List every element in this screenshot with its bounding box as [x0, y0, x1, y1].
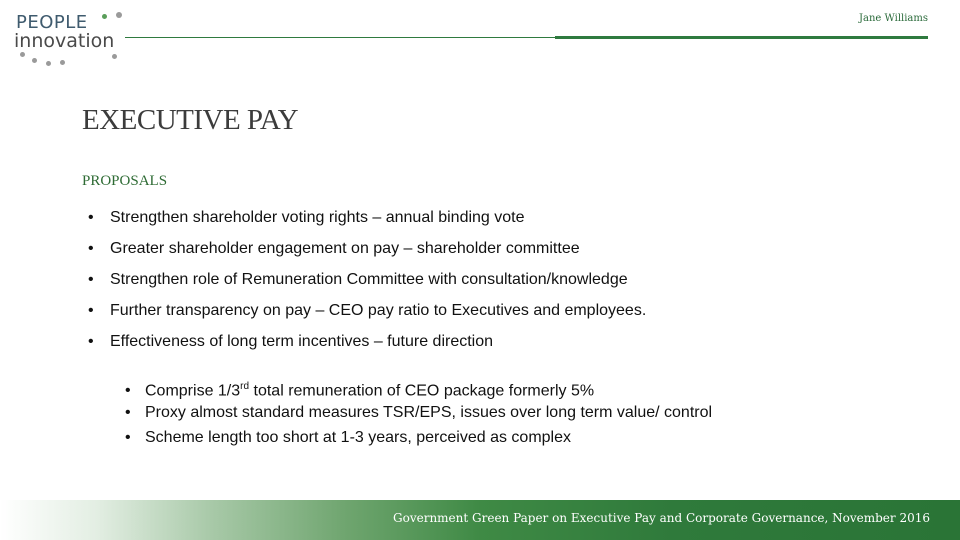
logo-dot — [112, 54, 117, 59]
sub-item-text: Comprise 1/3 — [145, 382, 241, 400]
people-innovation-logo — [12, 8, 132, 68]
logo-dot — [102, 14, 107, 19]
proposal-item: • Strengthen shareholder voting rights – annual binding vote — [88, 207, 646, 238]
sub-item: • Scheme length too short at 1-3 years, perceived as complex — [125, 427, 712, 453]
sub-item — [125, 376, 712, 402]
slide-subtitle: PROPOSALS — [82, 173, 168, 189]
proposal-item: • Strengthen role of Remuneration Committee with consultation/knowledge — [88, 269, 646, 300]
logo-line-2: innovation — [14, 30, 115, 52]
logo-dot — [20, 52, 25, 57]
logo-dot — [46, 61, 51, 66]
proposal-item: • Further transparency on pay – CEO pay ratio to Executives and employees. — [88, 300, 646, 331]
header-rule-thick — [555, 36, 928, 39]
proposal-list — [88, 207, 646, 362]
logo-dot — [32, 58, 37, 63]
proposal-item: • Effectiveness of long term incentives – future direction — [88, 331, 646, 362]
proposal-item: • Greater shareholder engagement on pay – shareholder committee — [88, 238, 646, 269]
logo-dot — [116, 12, 122, 18]
sub-item: • Proxy almost standard measures TSR/EPS, issues over long term value/ control — [125, 402, 712, 428]
ordinal-suffix: rd — [240, 381, 250, 392]
footer-source: Government Green Paper on Executive Pay and Corporate Governance, November 2016 — [393, 511, 930, 525]
logo-line-1: PEOPLE — [16, 12, 88, 33]
sub-item-text: total remuneration of CEO package formerly 5% — [249, 382, 595, 400]
footer-bar — [0, 500, 960, 540]
header-rule-thin — [125, 37, 555, 38]
author-name: Jane Williams — [859, 13, 928, 24]
logo-dot — [60, 60, 65, 65]
slide-title: EXECUTIVE PAY — [82, 104, 299, 136]
incentive-sub-list — [125, 376, 712, 453]
